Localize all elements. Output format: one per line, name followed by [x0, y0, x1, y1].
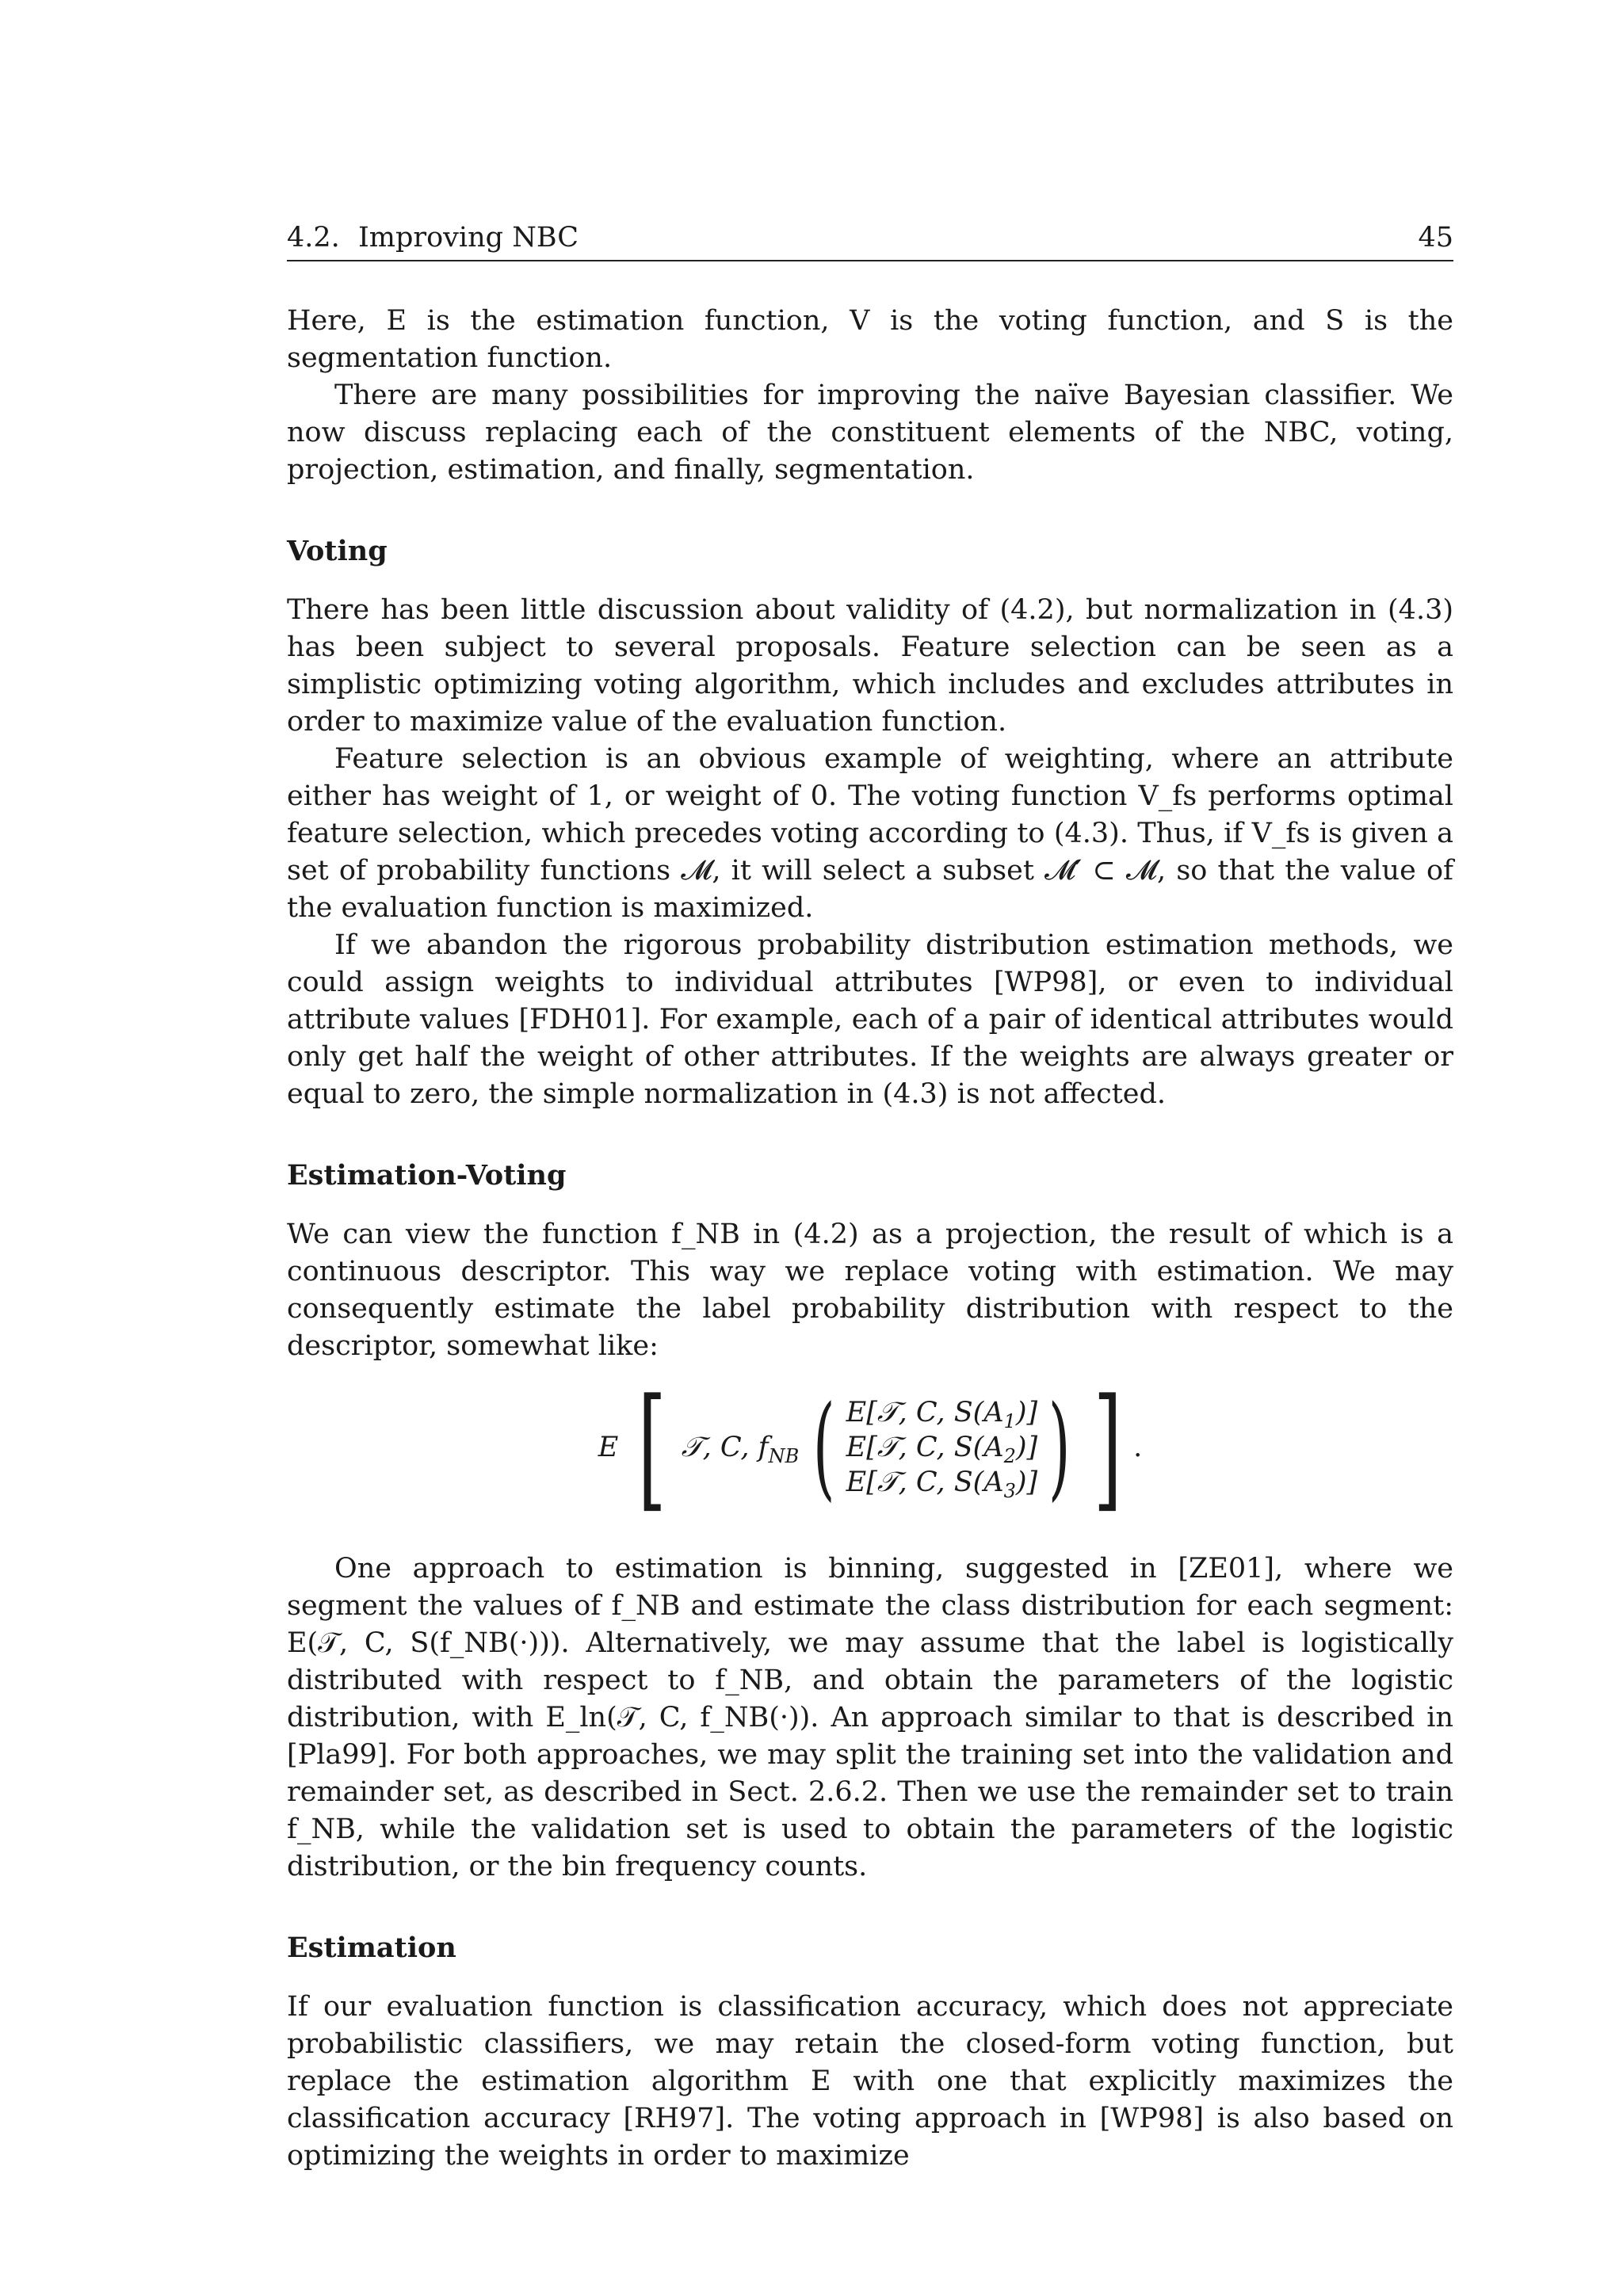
left-square-bracket: [ — [637, 1370, 667, 1525]
vector-row-3: E[𝒯, C, $S(A_3)$] — [846, 1466, 1038, 1502]
header-section-number: 4.2. — [287, 222, 340, 254]
vector-row-1: E[𝒯, C, $S(A_1)$] — [846, 1397, 1038, 1432]
voting-paragraph-1: There has been little discussion about validity of (4.2), but normalization in (4.3) has been subject to several proposals. Feature selection can be seen as a simplistic optimizing voting algorithm, which includes and excludes attributes in order to maximize value of the evaluation function. — [287, 594, 1453, 738]
vector-row-2: E[𝒯, C, $S(A_2)$] — [846, 1432, 1038, 1467]
equation-args: 𝒯, C, $f_{NB}$ — [681, 1431, 800, 1467]
equation-vector — [846, 1395, 1038, 1500]
display-equation — [287, 1370, 1453, 1525]
intro-paragraph-2: There are many possibilities for improving the naïve Bayesian classifier. We now discuss replacing each of the constituent elements of the NBC, voting, projection, estimation, and finally, segmentation. — [287, 379, 1453, 486]
equation-lhs: E — [598, 1431, 619, 1463]
header-section — [287, 222, 588, 254]
estimation-voting-paragraph-2: One approach to estimation is binning, suggested in [ZE01], where we segment the values of f_NB and estimate the class distribution for each segment: E(𝒯, C, S(f_NB(·))). Alternatively, we may assume that the label is logistically distributed with respect to f_NB, and obtain the parameters of the logistic distribution, with E_ln(𝒯, C, f_NB(·)). An approach similar to that is described in [Pla99]. For both approaches, we may split the training set into the validation and remainder set, as described in Sect. 2.6.2. Then we use the remainder set to train f_NB, while the validation set is used to obtain the parameters of the logistic distribution, or the bin frequency counts. — [287, 1553, 1453, 1882]
running-header — [287, 222, 1453, 261]
body-text — [287, 303, 1453, 2175]
left-paren: ( — [813, 1382, 835, 1512]
section-title-estimation: Estimation — [287, 1932, 456, 1964]
header-section-title: Improving NBC — [357, 222, 579, 254]
page — [287, 222, 1453, 2175]
section-title-voting: Voting — [287, 535, 388, 567]
intro-paragraph-1: Here, E is the estimation function, V is the voting function, and S is the segmentation function. — [287, 305, 1453, 374]
page-number: 45 — [1418, 222, 1453, 254]
voting-paragraph-3: If we abandon the rigorous probability distribution estimation methods, we could assign weights to individual attributes [WP98], or even to individual attribute values [FDH01]. For example, each of a pair of identical attributes would only get half the weight of other attributes. If the weights are always greater or equal to zero, the simple normalization in (4.3) is not affected. — [287, 929, 1453, 1110]
equation-period: . — [1133, 1431, 1143, 1463]
right-paren: ) — [1048, 1382, 1071, 1512]
estimation-voting-paragraph-1: We can view the function f_NB in (4.2) as a projection, the result of which is a continuous descriptor. This way we replace voting with estimation. We may consequently estimate the label probability distribution with respect to the descriptor, somewhat like: — [287, 1219, 1453, 1362]
section-title-estimation-voting: Estimation-Voting — [287, 1159, 567, 1192]
right-square-bracket: ] — [1093, 1370, 1122, 1525]
voting-paragraph-2: Feature selection is an obvious example of weighting, where an attribute either has weight of 1, or weight of 0. The voting function V_fs performs optimal feature selection, which precedes voting according to (4.3). Thus, if V_fs is given a set of probability functions 𝓜, it will select a subset 𝓜′ ⊂ 𝓜, so that the value of the evaluation function is maximized. — [287, 743, 1453, 924]
estimation-paragraph-1: If our evaluation function is classification accuracy, which does not appreciate probabilistic classifiers, we may retain the closed-form voting function, but replace the estimation algorithm E with one that explicitly maximizes the classification accuracy [RH97]. The voting approach in [WP98] is also based on optimizing the weights in order to maximize — [287, 1991, 1453, 2172]
